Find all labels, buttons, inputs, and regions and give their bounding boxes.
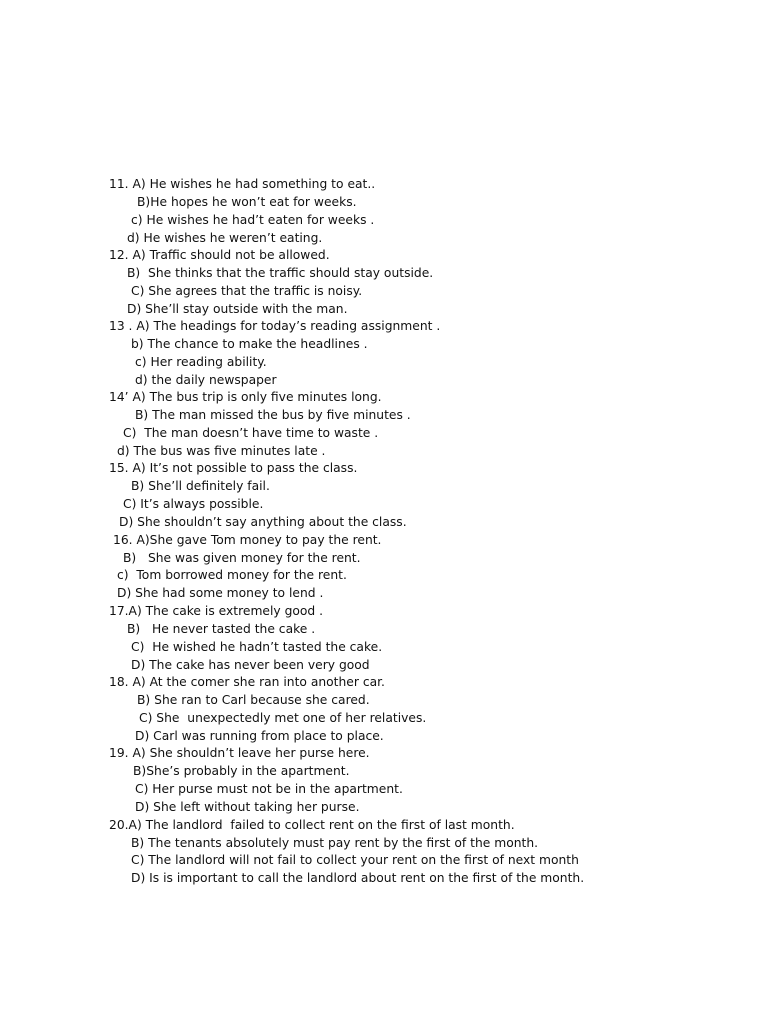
q13-option-c: c) Her reading ability. [135,355,267,369]
q18-option-a: 18. A) At the comer she ran into another car. [109,675,385,689]
q17-option-b: B) He never tasted the cake . [127,622,316,636]
q19-option-d: D) She left without taking her purse. [135,800,360,814]
q18-option-b: B) She ran to Carl because she cared. [137,693,370,707]
q16-option-c: c) Tom borrowed money for the rent. [117,568,347,582]
q19-option-a: 19. A) She shouldn’t leave her purse here. [109,746,370,760]
q12-option-c: C) She agrees that the traffic is noisy. [131,284,363,298]
q11-option-b: B)He hopes he won’t eat for weeks. [137,195,357,209]
q19-option-c: C) Her purse must not be in the apartment. [135,782,403,796]
q17-option-c: C) He wished he hadn’t tasted the cake. [131,640,383,654]
q12-option-d: D) She’ll stay outside with the man. [127,302,348,316]
q15-option-c: C) It’s always possible. [123,497,264,511]
q15-option-a: 15. A) It’s not possible to pass the class. [109,461,358,475]
q13-option-d: d) the daily newspaper [135,373,277,387]
q13-option-b: b) The chance to make the headlines . [131,337,368,351]
q20-option-c: C) The landlord will not fail to collect your rent on the first of next month [131,853,579,867]
q19-option-b: B)She’s probably in the apartment. [133,764,350,778]
q11-option-c: c) He wishes he had’t eaten for weeks . [131,213,375,227]
q17-option-d: D) The cake has never been very good [131,658,370,672]
q13-option-a: 13 . A) The headings for today’s reading assignment . [109,319,441,333]
q16-option-b: B) She was given money for the rent. [123,551,361,565]
q20-option-b: B) The tenants absolutely must pay rent by the first of the month. [131,836,539,850]
q12-option-b: B) She thinks that the traffic should stay outside. [127,266,434,280]
q16-option-a: 16. A)She gave Tom money to pay the rent. [113,533,382,547]
q11-option-d: d) He wishes he weren’t eating. [127,231,323,245]
q20-option-d: D) Is is important to call the landlord about rent on the first of the month. [131,871,585,885]
q11-option-a: 11. A) He wishes he had something to eat.. [109,177,376,191]
q12-option-a: 12. A) Traffic should not be allowed. [109,248,330,262]
q17-option-a: 17.A) The cake is extremely good . [109,604,324,618]
q14-option-c: C) The man doesn’t have time to waste . [123,426,379,440]
q14-option-b: B) The man missed the bus by five minutes . [135,408,411,422]
q15-option-d: D) She shouldn’t say anything about the class. [119,515,407,529]
q18-option-d: D) Carl was running from place to place. [135,729,384,743]
q14-option-d: d) The bus was five minutes late . [117,444,326,458]
q16-option-d: D) She had some money to lend . [117,586,324,600]
q14-option-a: 14’ A) The bus trip is only five minutes long. [109,390,382,404]
q15-option-b: B) She’ll definitely fail. [131,479,270,493]
q18-option-c: C) She unexpectedly met one of her relatives. [139,711,427,725]
q20-option-a: 20.A) The landlord failed to collect rent on the first of last month. [109,818,515,832]
